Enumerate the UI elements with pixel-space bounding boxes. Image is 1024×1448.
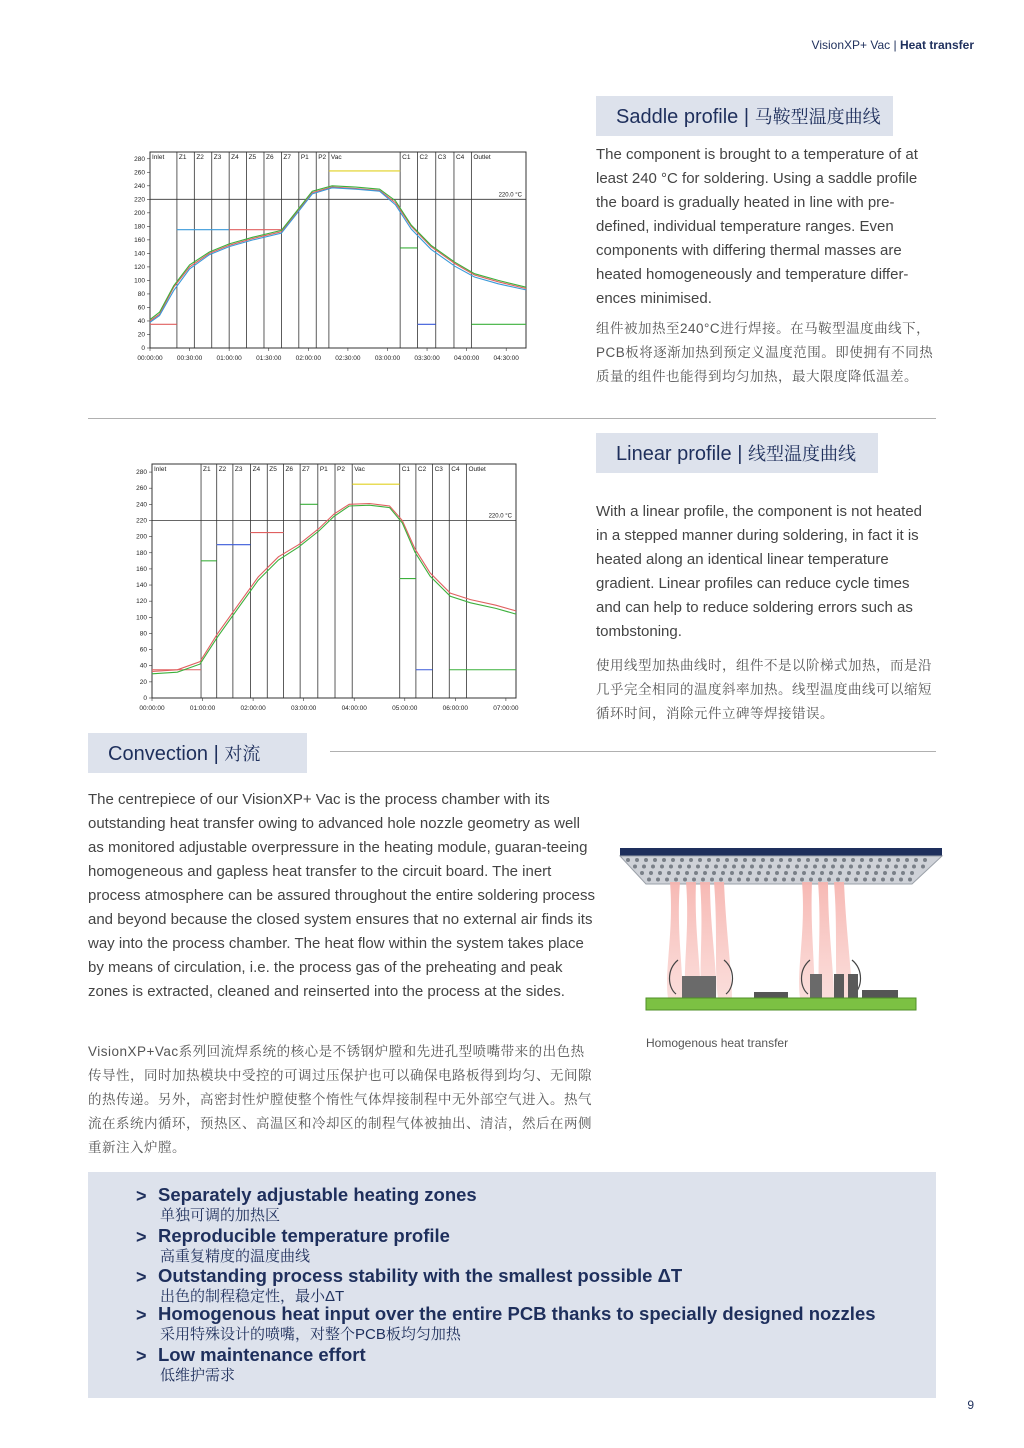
nozzle-hole: [761, 858, 765, 862]
nozzle-hole: [671, 858, 675, 862]
nozzle-hole: [710, 878, 714, 882]
chevron-right-icon: >: [136, 1227, 147, 1247]
convection-title: Convection: [108, 743, 209, 765]
benefit-title-cn: 高重复精度的温度曲线: [160, 1248, 311, 1265]
nozzle-hole: [921, 865, 925, 869]
y-tick-label: 140: [134, 250, 145, 258]
chevron-right-icon: >: [136, 1346, 147, 1366]
nozzle-hole: [784, 871, 788, 875]
convection-text-cn: VisionXP+Vac系列回流焊系统的核心是不锈钢炉膛和先进孔型喷嘴带来的出色热传导性，同时加热模块中受控的可调过压保护也可以确保电路板得到均匀、无间隙的热传递。另外，高密封性炉膛使整个惰性气体焊接制程中无外部空气进入。热气流在系统内循环，预热区、高温区和冷却区的制程气体被抽出、清洁，然后在两侧重新注入炉膛。: [88, 1044, 592, 1155]
y-tick-label: 120: [134, 263, 145, 271]
zone-label: Z5: [248, 154, 257, 161]
nozzle-hole: [901, 871, 905, 875]
zone-label: Z5: [269, 466, 277, 473]
threshold-label: 220.0 °C: [488, 513, 512, 520]
nozzle-hole: [728, 878, 732, 882]
nozzle-hole: [683, 878, 687, 882]
y-tick-label: 180: [136, 549, 147, 557]
nozzle-hole: [669, 865, 673, 869]
x-tick-label: 03:00:00: [291, 705, 317, 712]
x-tick-label: 00:00:00: [137, 355, 163, 362]
benefit-title-cn: 低维护需求: [160, 1367, 236, 1384]
y-tick-label: 20: [139, 678, 147, 686]
nozzle-hole: [824, 858, 828, 862]
y-tick-label: 160: [134, 236, 145, 244]
zone-label: Z1: [178, 154, 187, 161]
nozzle-hole: [777, 865, 781, 869]
y-tick-label: 60: [137, 304, 145, 312]
convection-text: The centrepiece of our VisionXP+ Vac is the process chamber with its outstanding heat transfer owing to advanced hole nozzle geometry as well as monitored adjustable overpressure in the heating module, guaran-teeing homogeneous and gapless heat transfer to the circuit board. The inert process atmosphere can be assured throughout the entire soldering process and beyond because the closed system ensures that no external air finds its way into the process chamber. The heat flow within the system takes place by means of circulation, i.e. the process gas of the preheating and peak zones is extracted, cleaned and reinserted into the process at the sides.: [88, 791, 595, 1000]
nozzle-hole: [755, 878, 759, 882]
nozzle-hole: [714, 865, 718, 869]
nozzle-hole: [674, 878, 678, 882]
benefits-box: [88, 1172, 936, 1398]
zone-label: P1: [319, 466, 328, 473]
nozzle-hole: [719, 878, 723, 882]
benefit-item: [136, 1225, 450, 1267]
nozzle-hole: [642, 865, 646, 869]
nozzle-hole: [860, 858, 864, 862]
y-tick-label: 100: [134, 277, 145, 285]
nozzle-hole: [766, 871, 770, 875]
nozzle-hole: [869, 858, 873, 862]
x-tick-label: 01:00:00: [216, 355, 242, 362]
nozzle-hole: [698, 858, 702, 862]
nozzle-hole: [829, 871, 833, 875]
nozzle-hole: [737, 878, 741, 882]
nozzle-hole: [788, 858, 792, 862]
nozzle-hole: [863, 878, 867, 882]
zone-label: P2: [337, 466, 345, 473]
nozzle-hole: [764, 878, 768, 882]
zone-label: Z1: [203, 466, 211, 473]
nozzle-hole: [908, 878, 912, 882]
zone-label: C4: [455, 154, 465, 161]
nozzle-hole: [723, 865, 727, 869]
benefit-title-cn: 采用特殊设计的喷嘴，对整个PCB板均匀加热: [160, 1326, 461, 1343]
nozzle-hole: [867, 865, 871, 869]
x-tick-label: 07:00:00: [493, 705, 519, 712]
nozzle-hole: [782, 878, 786, 882]
nozzle-hole: [903, 865, 907, 869]
benefit-title: Low maintenance effort: [158, 1344, 366, 1365]
nozzle-hole: [910, 871, 914, 875]
zone-label: Outlet: [473, 154, 491, 161]
y-tick-label: 20: [137, 331, 145, 339]
nozzle-hole: [800, 878, 804, 882]
nozzle-hole: [809, 878, 813, 882]
nozzle-hole: [851, 858, 855, 862]
y-tick-label: 160: [136, 565, 147, 573]
nozzle-hole: [847, 871, 851, 875]
nozzle-hole: [712, 871, 716, 875]
benefit-title: Homogenous heat input over the entire PCB thanks to specially designed nozzles: [158, 1303, 876, 1324]
x-tick-label: 06:00:00: [442, 705, 468, 712]
nozzle-hole: [899, 878, 903, 882]
nozzle-hole: [890, 878, 894, 882]
nozzle-hole: [680, 858, 684, 862]
nozzle-hole: [775, 871, 779, 875]
zone-label: Z4: [231, 154, 239, 161]
zone-label: C4: [451, 466, 460, 473]
nozzle-hole: [894, 865, 898, 869]
saddle-profile-text-cn: 组件被加热至240°C进行焊接。在马鞍型温度曲线下，PCB板将逐渐加热到预定义温度范围。即使拥有不同热质量的组件也能得到均匀加热，最大限度降低温差。: [596, 321, 934, 384]
running-head: [812, 38, 974, 52]
nozzle-hole: [739, 871, 743, 875]
y-tick-label: 220: [134, 196, 145, 204]
zone-label: Outlet: [468, 466, 486, 473]
running-head-product: VisionXP+ Vac: [811, 38, 891, 52]
zone-label: Z7: [302, 466, 310, 473]
nozzle-hole: [815, 858, 819, 862]
nozzle-hole: [827, 878, 831, 882]
y-tick-label: 280: [134, 155, 145, 163]
y-tick-label: 80: [139, 630, 147, 638]
x-tick-label: 02:30:00: [335, 355, 361, 362]
nozzle-hole: [795, 865, 799, 869]
nozzle-hole: [849, 865, 853, 869]
saddle-profile-heading: [596, 96, 893, 136]
nozzle-hole: [746, 878, 750, 882]
zone-label: C3: [434, 466, 443, 473]
nozzle-hole: [734, 858, 738, 862]
y-tick-label: 260: [136, 485, 147, 493]
nozzle-hole: [840, 865, 844, 869]
x-tick-label: 00:30:00: [176, 355, 203, 362]
nozzle-hole: [653, 858, 657, 862]
nozzle-hole: [804, 865, 808, 869]
nozzle-hole: [878, 858, 882, 862]
x-tick-label: 03:00:00: [374, 355, 401, 362]
y-tick-label: 220: [136, 517, 147, 525]
zone-label: Vac: [354, 466, 365, 473]
zone-label: Z2: [196, 154, 204, 161]
y-tick-label: 60: [139, 646, 147, 654]
nozzle-hole: [813, 865, 817, 869]
y-tick-label: 120: [136, 598, 147, 606]
heat-transfer-illustration: [612, 842, 948, 1020]
nozzle-hole: [743, 858, 747, 862]
saddle-profile-title: Saddle profile: [616, 106, 739, 128]
y-tick-label: 180: [134, 223, 145, 231]
nozzle-hole: [793, 871, 797, 875]
nozzle-hole: [858, 865, 862, 869]
nozzle-hole: [676, 871, 680, 875]
zone-label: Z6: [285, 466, 294, 473]
x-tick-label: 05:00:00: [392, 705, 418, 712]
y-tick-label: 140: [136, 582, 147, 590]
benefit-item: [136, 1344, 366, 1386]
nozzle-hole: [662, 858, 666, 862]
zone-label: Z4: [252, 466, 261, 473]
x-tick-label: 04:30:00: [493, 355, 519, 362]
nozzle-hole: [791, 878, 795, 882]
x-tick-label: 02:00:00: [240, 705, 266, 712]
y-tick-label: 40: [139, 662, 147, 670]
nozzle-hole: [741, 865, 745, 869]
nozzle-hole: [678, 865, 682, 869]
nozzle-hole: [658, 871, 662, 875]
nozzle-hole: [759, 865, 763, 869]
nozzle-hole: [842, 858, 846, 862]
nozzle-hole: [649, 871, 653, 875]
nozzle-hole: [768, 865, 772, 869]
nozzle-hole: [647, 878, 651, 882]
chevron-right-icon: >: [136, 1305, 147, 1325]
zone-label: P2: [318, 154, 327, 161]
nozzle-hole: [730, 871, 734, 875]
linear-title-separator: |: [737, 443, 743, 465]
zone-label: Vac: [330, 154, 342, 161]
convection-heading: [88, 733, 307, 773]
nozzle-hole: [773, 878, 777, 882]
benefit-item: [136, 1303, 876, 1345]
components: [682, 974, 898, 998]
illustration-caption: Homogenous heat transfer: [646, 1036, 789, 1050]
nozzle-hole: [640, 871, 644, 875]
x-tick-label: 04:00:00: [341, 705, 367, 712]
nozzle-hole: [887, 858, 891, 862]
benefit-title-cn: 单独可调的加热区: [160, 1207, 281, 1224]
nozzle-hole: [885, 865, 889, 869]
nozzle-hole: [665, 878, 669, 882]
convection-divider: [330, 751, 936, 752]
y-tick-label: 200: [136, 533, 147, 541]
nozzle-hole: [750, 865, 754, 869]
running-head-separator: |: [893, 38, 897, 52]
nozzle-hole: [696, 865, 700, 869]
benefit-title-cn: 出色的制程稳定性，最小ΔT: [160, 1288, 345, 1305]
zone-label: Z3: [213, 154, 222, 161]
nozzle-hole: [856, 871, 860, 875]
threshold-label: 220.0 °C: [498, 192, 522, 199]
saddle-profile-text: The component is brought to a temperature of at least 240 °C for soldering. Using a saddle profile the board is gradually heated in line with pre-defined, individual temperature ranges. Even components with differing thermal masses are heated homogeneously and temperature differ-ences minimised.: [596, 146, 918, 307]
nozzle-hole: [822, 865, 826, 869]
y-tick-label: 240: [134, 182, 145, 190]
nozzle-plate: [620, 848, 942, 884]
nozzle-hole: [874, 871, 878, 875]
zone-label: Z6: [265, 154, 274, 161]
benefit-item: [136, 1184, 477, 1226]
nozzle-hole: [707, 858, 711, 862]
nozzle-hole: [905, 858, 909, 862]
saddle-profile-title-cn: 马鞍型温度曲线: [754, 107, 881, 127]
nozzle-hole: [633, 865, 637, 869]
benefit-item: [136, 1265, 683, 1307]
zone-label: C2: [417, 466, 427, 473]
chevron-right-icon: >: [136, 1186, 147, 1206]
nozzle-hole: [656, 878, 660, 882]
zone-label: Inlet: [152, 154, 165, 161]
zone-label: C1: [401, 466, 411, 473]
nozzle-hole: [626, 858, 630, 862]
benefit-title: Outstanding process stability with the smallest possible ΔT: [158, 1265, 683, 1286]
benefit-title: Reproducible temperature profile: [158, 1225, 450, 1246]
section-divider: [88, 418, 936, 419]
zone-label: Z2: [218, 466, 227, 473]
nozzle-hole: [687, 865, 691, 869]
nozzle-hole: [818, 878, 822, 882]
nozzle-hole: [892, 871, 896, 875]
saddle-profile-chart: [128, 146, 538, 368]
nozzle-hole: [854, 878, 858, 882]
nozzle-hole: [752, 858, 756, 862]
y-tick-label: 0: [141, 345, 145, 352]
running-head-section: Heat transfer: [899, 38, 974, 52]
chevron-right-icon: >: [136, 1267, 147, 1287]
y-tick-label: 200: [134, 209, 145, 217]
y-tick-label: 0: [143, 695, 147, 702]
y-tick-label: 280: [136, 469, 147, 477]
zone-label: C1: [402, 154, 411, 161]
nozzle-hole: [644, 858, 648, 862]
zone-label: C2: [419, 154, 428, 161]
y-tick-label: 100: [136, 614, 147, 622]
nozzle-hole: [883, 871, 887, 875]
nozzle-hole: [721, 871, 725, 875]
nozzle-hole: [779, 858, 783, 862]
convection-title-cn: 对流: [224, 744, 261, 764]
x-tick-label: 00:00:00: [139, 705, 165, 712]
nozzle-hole: [635, 858, 639, 862]
zone-label: Z7: [283, 154, 291, 161]
nozzle-hole: [881, 878, 885, 882]
nozzle-hole: [748, 871, 752, 875]
plot-area: [150, 152, 526, 348]
zone-label: Z3: [234, 466, 243, 473]
zone-label: P1: [300, 154, 309, 161]
nozzle-hole: [806, 858, 810, 862]
x-tick-label: 02:00:00: [295, 355, 321, 362]
nozzle-hole: [802, 871, 806, 875]
nozzle-hole: [836, 878, 840, 882]
linear-profile-title-cn: 线型温度曲线: [747, 444, 856, 464]
convection-title-separator: |: [213, 743, 219, 765]
nozzle-hole: [732, 865, 736, 869]
nozzle-hole: [692, 878, 696, 882]
nozzle-hole: [865, 871, 869, 875]
nozzle-hole: [876, 865, 880, 869]
nozzle-hole: [667, 871, 671, 875]
nozzle-hole: [703, 871, 707, 875]
x-tick-label: 03:30:00: [414, 355, 440, 362]
nozzle-hole: [694, 871, 698, 875]
saddle-title-separator: |: [743, 106, 750, 128]
nozzle-hole: [923, 858, 927, 862]
nozzle-hole: [725, 858, 729, 862]
page-number: 9: [967, 1398, 974, 1412]
nozzle-hole: [831, 865, 835, 869]
nozzle-hole: [845, 878, 849, 882]
nozzle-hole: [797, 858, 801, 862]
y-tick-label: 40: [137, 317, 145, 325]
circuit-board: [646, 998, 916, 1010]
nozzle-hole: [770, 858, 774, 862]
nozzle-hole: [838, 871, 842, 875]
nozzle-hole: [716, 858, 720, 862]
nozzle-hole: [811, 871, 815, 875]
y-tick-label: 80: [137, 290, 145, 298]
y-tick-label: 260: [134, 169, 145, 177]
nozzle-hole: [757, 871, 761, 875]
nozzle-hole: [820, 871, 824, 875]
nozzle-hole: [914, 858, 918, 862]
nozzle-hole: [896, 858, 900, 862]
nozzle-hole: [660, 865, 664, 869]
zone-label: C3: [437, 154, 447, 161]
nozzle-hole: [786, 865, 790, 869]
x-tick-label: 01:00:00: [189, 705, 216, 712]
linear-profile-text-cn: 使用线型加热曲线时，组件不是以阶梯式加热，而是沿几乎完全相同的温度斜率加热。线型温度曲线可以缩短循环时间，消除元件立碑等焊接错误。: [596, 658, 932, 721]
zone-label: Inlet: [154, 466, 167, 473]
y-tick-label: 240: [136, 501, 147, 509]
linear-profile-title: Linear profile: [616, 443, 732, 465]
nozzle-hole: [912, 865, 916, 869]
x-tick-label: 01:30:00: [256, 355, 282, 362]
plot-area: [152, 464, 516, 698]
x-tick-label: 04:00:00: [453, 355, 480, 362]
nozzle-hole: [651, 865, 655, 869]
nozzle-hole: [685, 871, 689, 875]
linear-profile-text: With a linear profile, the component is not heated in a stepped manner during soldering, in fact it is heated along an identical linear temperature gradient. Linear profiles can reduce cycle times and can help to reduce soldering errors such as tombstoning.: [596, 503, 923, 640]
linear-profile-heading: [596, 433, 878, 473]
nozzle-hole: [689, 858, 693, 862]
nozzle-hole: [701, 878, 705, 882]
nozzle-hole: [705, 865, 709, 869]
nozzle-hole: [833, 858, 837, 862]
nozzle-hole: [872, 878, 876, 882]
benefit-title: Separately adjustable heating zones: [158, 1184, 477, 1205]
linear-profile-chart: [120, 458, 530, 718]
